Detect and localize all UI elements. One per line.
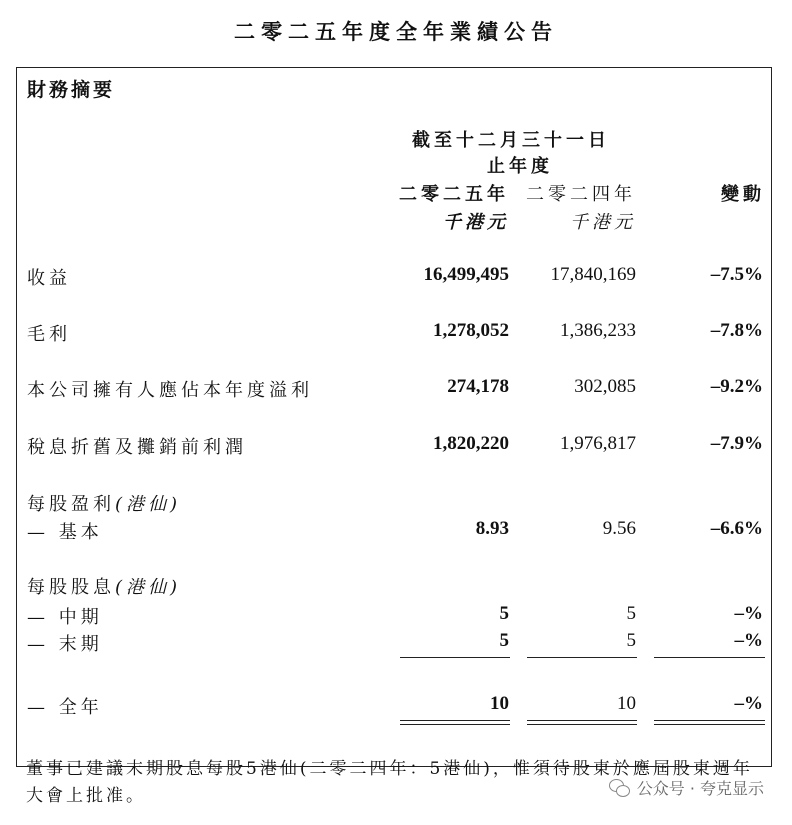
- row-value-2025: 1,278,052: [433, 320, 509, 341]
- dps-full-change: –%: [734, 693, 763, 714]
- row-change: –7.8%: [710, 320, 763, 341]
- dps-interim-change: –%: [734, 603, 763, 624]
- dps-label: 每股股息: [27, 577, 115, 598]
- row-change: –7.5%: [710, 264, 763, 285]
- dps-final-label: — 末期: [27, 634, 103, 655]
- header-unit-2024: 千港元: [570, 212, 636, 233]
- subtotal-rule: [654, 657, 765, 658]
- row-value-2024: 1,976,817: [560, 433, 636, 454]
- dps-full-label: — 全年: [27, 697, 103, 718]
- row-value-2024: 1,386,233: [560, 320, 636, 341]
- subtotal-rule: [400, 657, 510, 658]
- dps-final-2025: 5: [499, 630, 509, 651]
- row-label: 毛利: [27, 324, 71, 345]
- eps-basic-2024: 9.56: [602, 518, 636, 539]
- watermark: [609, 776, 764, 799]
- eps-basic-change: –6.6%: [710, 518, 763, 539]
- header-col-2025: 二零二五年: [399, 184, 509, 205]
- row-value-2025: 274,178: [447, 376, 509, 397]
- row-change: –7.9%: [710, 433, 763, 454]
- row-value-2024: 17,840,169: [550, 264, 636, 285]
- section-title: 財務摘要: [27, 79, 116, 101]
- dps-full-2025: 10: [490, 693, 509, 714]
- financial-summary-box: [16, 67, 772, 767]
- eps-unit: (港仙): [115, 494, 182, 515]
- document-title: 二零二五年度全年業績公告: [234, 19, 558, 44]
- row-value-2024: 302,085: [574, 376, 636, 397]
- total-double-rule: [400, 720, 510, 725]
- dps-full-2024: 10: [617, 693, 636, 714]
- row-value-2025: 16,499,495: [423, 264, 509, 285]
- row-change: –9.2%: [710, 376, 763, 397]
- row-label: 本公司擁有人應佔本年度溢利: [27, 380, 313, 401]
- watermark-text: 公众号 · 夸克显示: [636, 779, 764, 798]
- dps-interim-2025: 5: [499, 603, 509, 624]
- eps-basic-2025: 8.93: [475, 518, 509, 539]
- dps-final-2024: 5: [626, 630, 636, 651]
- eps-basic-label: — 基本: [27, 522, 103, 543]
- dps-final-change: –%: [734, 630, 763, 651]
- header-period-line1: 截至十二月三十一日: [412, 130, 610, 151]
- total-double-rule: [527, 720, 637, 725]
- total-double-rule: [654, 720, 765, 725]
- row-value-2025: 1,820,220: [433, 433, 509, 454]
- eps-label: 每股盈利: [27, 494, 115, 515]
- eps-heading: [27, 490, 181, 516]
- dps-unit: (港仙): [115, 577, 182, 598]
- header-col-2024: 二零二四年: [526, 184, 636, 205]
- subtotal-rule: [527, 657, 637, 658]
- header-col-change: 變動: [721, 184, 765, 205]
- row-label: 稅息折舊及攤銷前利潤: [27, 437, 247, 458]
- header-period-line2: 止年度: [487, 156, 553, 177]
- dividend-note: 董事已建議末期股息每股5港仙(二零二四年：5港仙)，惟須待股東於應屆股東週年大會上批准。: [26, 759, 753, 806]
- dps-heading: [27, 573, 181, 599]
- dps-interim-label: — 中期: [27, 607, 103, 628]
- row-label: 收益: [27, 268, 71, 289]
- dps-interim-2024: 5: [626, 603, 636, 624]
- header-unit-2025: 千港元: [443, 212, 509, 233]
- wechat-icon: [609, 779, 631, 797]
